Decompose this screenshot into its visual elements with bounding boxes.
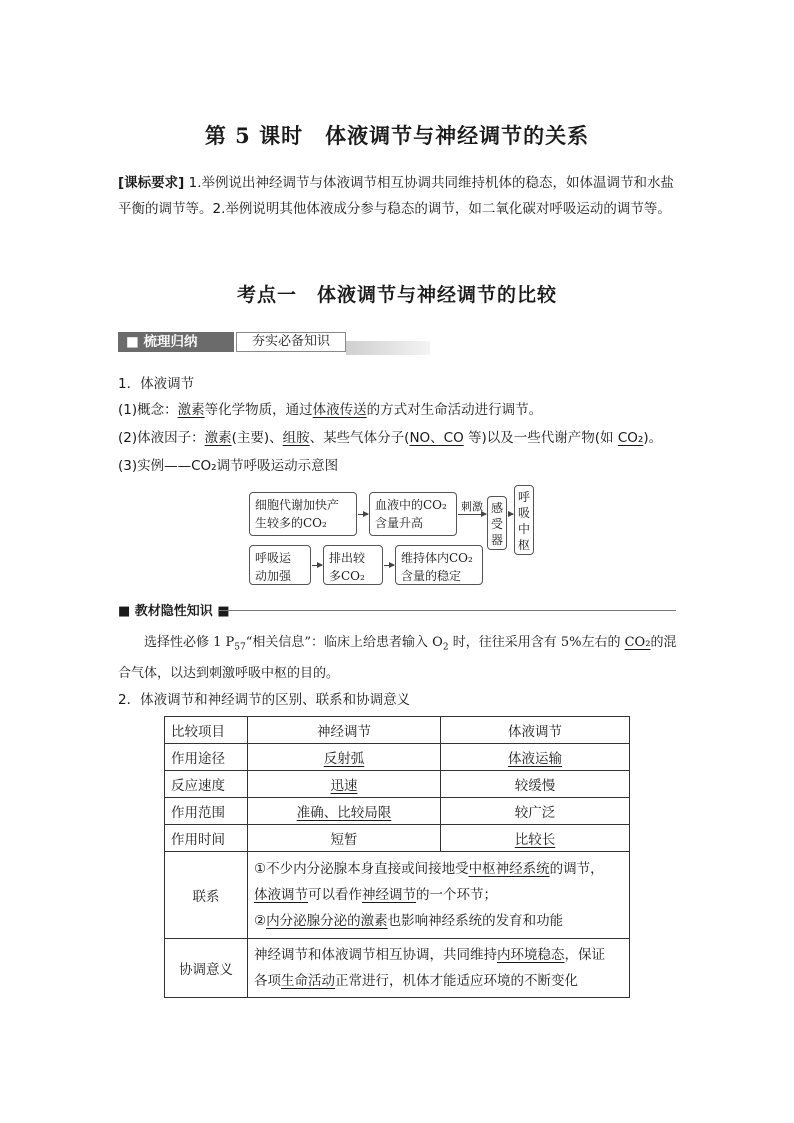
coord-line-2	[254, 968, 623, 994]
flow-respiratory-center	[514, 485, 534, 555]
link-line-2	[254, 882, 623, 908]
center-char-4: 枢	[517, 538, 530, 552]
table-row	[165, 798, 630, 825]
cell-text: 准确、比较局限	[296, 805, 392, 821]
item2-heading: 2．体液调节和神经调节的区别、联系和协调意义	[118, 692, 411, 708]
center-char-2: 吸	[517, 506, 530, 520]
stimulate-label: 刺激	[461, 500, 483, 513]
flow-box-metabolism-line1: 细胞代谢加快产	[255, 498, 340, 512]
coord-a1: 神经调节和体液调节相互协调，共同维持	[254, 947, 497, 963]
flow-box-blood-co2-line1: 血液中的CO₂	[375, 498, 447, 512]
banner-decoration	[346, 341, 430, 355]
link-a1: ①不少内分泌腺本身直接或间接地受	[254, 861, 469, 877]
link-line-3	[254, 908, 623, 934]
curriculum-requirements	[118, 170, 680, 222]
section-title: 考点一 体液调节与神经调节的比较	[236, 284, 557, 306]
hidden-knowledge-text	[118, 630, 678, 687]
arrow-2	[458, 514, 486, 515]
cell-text: 比较长	[514, 832, 556, 848]
flow-box-exhale-line1: 排出较	[329, 551, 366, 565]
item1-concept	[118, 398, 542, 422]
row-label: 作用范围	[165, 798, 248, 825]
link-b1: 体液调节	[254, 887, 308, 903]
flow-box-breathing-line1: 呼吸运	[255, 551, 292, 565]
arrow-5	[384, 565, 394, 566]
concept-suffix: 的方式对生命活动进行调节。	[366, 402, 543, 418]
cell-text: 反射弧	[323, 751, 365, 767]
requirements-label: [课标要求]	[118, 175, 185, 191]
table-cell	[248, 771, 441, 798]
hidden-heading-text: ■ 教材隐性知识 ■	[118, 604, 230, 619]
factors-prefix: (2)体液因子：	[118, 430, 205, 446]
table-row	[165, 744, 630, 771]
hidden-p2: “相关信息”：临床上给患者输入 O	[245, 635, 443, 650]
receptor-char-1: 感	[490, 501, 503, 515]
comparison-table	[164, 716, 630, 998]
factors-t4: )。	[643, 430, 663, 446]
link-a2: 中枢神经系统	[468, 861, 550, 877]
coord-line-1	[254, 942, 623, 968]
table-cell	[441, 744, 630, 771]
item1-factors	[118, 426, 662, 450]
page-title: 第 5 课时 体液调节与神经调节的关系	[204, 123, 590, 148]
flow-box-breathing	[249, 545, 311, 585]
coord-a2: 内环境稳态	[497, 947, 565, 963]
row-label: 作用时间	[165, 825, 248, 852]
factors-t3: 等)以及一些代谢产物(如	[463, 430, 618, 446]
flow-receptor	[487, 496, 507, 550]
center-char-1: 呼	[517, 490, 530, 504]
receptor-char-2: 受	[490, 517, 503, 531]
header-cell: 比较项目	[165, 717, 248, 744]
section-banner	[118, 330, 430, 354]
table-cell: 短暂	[248, 825, 441, 852]
header-cell: 神经调节	[248, 717, 441, 744]
flow-box-blood-co2	[369, 492, 457, 536]
item1-example: (3)实例——CO₂调节呼吸运动示意图	[118, 458, 339, 474]
cell-text: 体液运输	[508, 751, 562, 767]
table-header-row	[165, 717, 630, 744]
row-label: 作用途径	[165, 744, 248, 771]
flow-box-metabolism-line2: 生较多的CO₂	[255, 516, 327, 530]
concept-prefix: (1)概念：	[118, 402, 178, 418]
link-b4: 的一个环节；	[416, 887, 497, 903]
row-label: 联系	[165, 852, 248, 939]
arrow-1	[358, 514, 368, 515]
factor-hormone: 激素	[204, 430, 232, 446]
factors-t2: 、某些气体分子(	[309, 430, 410, 446]
concept-transport: 体液传送	[312, 402, 367, 418]
item1-heading: 1．体液调节	[118, 376, 195, 392]
flow-box-metabolism	[249, 492, 357, 536]
flow-box-exhale	[323, 545, 383, 585]
concept-hormone: 激素	[177, 402, 205, 418]
table-row	[165, 852, 630, 939]
link-c2: 内分泌腺分泌的激素	[266, 913, 388, 929]
table-cell	[248, 744, 441, 771]
banner-summary: ■ 梳理归纳	[118, 332, 234, 352]
hidden-p3: 时，往往采用含有 5%左右的	[448, 635, 625, 650]
factor-histamine: 组胺	[282, 430, 310, 446]
link-a3: 的调节，	[549, 861, 604, 877]
heading-rule	[218, 610, 676, 611]
link-line-1	[254, 856, 623, 882]
coord-b2: 生命活动	[281, 973, 335, 989]
table-cell: 较缓慢	[441, 771, 630, 798]
link-c3: 也影响神经系统的发育和功能	[387, 913, 564, 929]
table-cell: 较广泛	[441, 798, 630, 825]
receptor-char-3: 器	[490, 533, 503, 547]
link-cell	[248, 852, 630, 939]
center-char-3: 中	[517, 522, 530, 536]
table-cell	[248, 798, 441, 825]
link-b3: 神经调节	[362, 887, 416, 903]
hidden-p1: 选择性必修 1 P	[144, 635, 235, 650]
link-c1: ②	[254, 913, 267, 929]
row-label: 反应速度	[165, 771, 248, 798]
flow-box-blood-co2-line2: 含量升高	[375, 516, 424, 530]
hidden-knowledge-heading	[118, 600, 678, 619]
hidden-co2: CO₂	[624, 635, 651, 650]
table-row	[165, 939, 630, 998]
flow-box-stable	[395, 545, 483, 585]
coord-a3: ，保证	[564, 947, 605, 963]
banner-knowledge: 夯实必备知识	[236, 332, 346, 352]
hidden-p4: 的混合气体，以达到刺激呼吸中枢的目的。	[118, 635, 677, 681]
flow-box-stable-line1: 维持体内CO₂	[401, 551, 473, 565]
factor-co2: CO₂	[617, 430, 644, 446]
coord-cell	[248, 939, 630, 998]
table-row	[165, 825, 630, 852]
hidden-sub2: 2	[442, 642, 449, 653]
factors-t1: (主要)、	[231, 430, 283, 446]
arrow-4	[312, 565, 322, 566]
hidden-sub: 57	[234, 642, 246, 653]
cell-text: 迅速	[330, 778, 358, 794]
coord-b1: 各项	[254, 973, 281, 989]
concept-mid: 等化学物质，通过	[204, 402, 313, 418]
table-row	[165, 771, 630, 798]
coord-b3: 正常进行，机体才能适应环境的不断变化	[335, 973, 578, 989]
row-label: 协调意义	[165, 939, 248, 998]
arrow-3	[508, 514, 513, 515]
flow-box-breathing-line2: 动加强	[255, 569, 292, 583]
flow-box-stable-line2: 含量的稳定	[401, 569, 462, 583]
table-cell	[441, 825, 630, 852]
flow-box-exhale-line2: 多CO₂	[329, 569, 365, 583]
link-b2: 可以看作	[308, 887, 362, 903]
factor-gas: NO、CO	[409, 430, 464, 446]
requirements-text: 1.举例说出神经调节与体液调节相互协调共同维持机体的稳态，如体温调节和水盐平衡的调节等。2.举例说明其他体液成分参与稳态的调节，如二氧化碳对呼吸运动的调节等。	[118, 175, 675, 217]
header-cell: 体液调节	[441, 717, 630, 744]
